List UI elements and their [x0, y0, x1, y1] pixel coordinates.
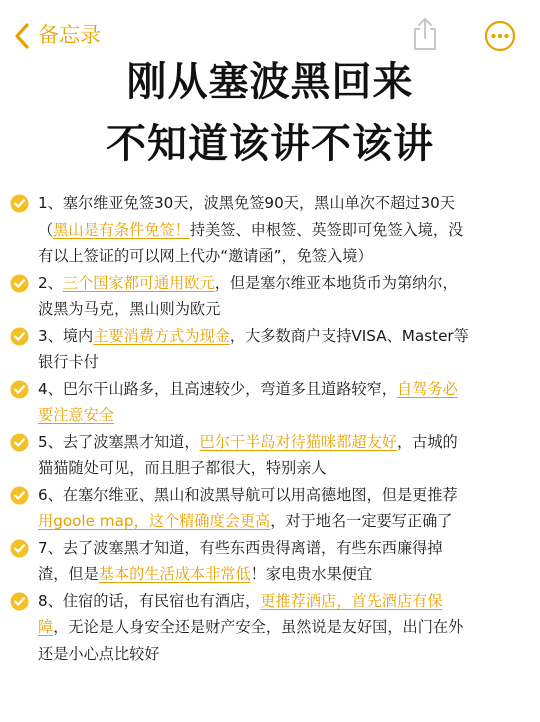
- tip-text: 4、巴尔干山路多，且高速较少，弯道多且道路较窄，: [38, 379, 397, 398]
- checkmark-circle-icon: [10, 274, 29, 293]
- tip-text: 渣，但是: [38, 565, 99, 583]
- tip-text: 有以上签证的可以网上代办“邀请函”，免签入境）: [38, 247, 373, 265]
- tip-line: [38, 508, 532, 535]
- tip-text: （: [38, 220, 54, 239]
- checkmark-circle-icon: [10, 486, 29, 505]
- tip-text: ，大多数商户支持VISA、Master等: [229, 326, 469, 345]
- tip-item: [8, 588, 532, 668]
- tip-line: [38, 535, 532, 562]
- tip-item: [8, 323, 532, 376]
- checkmark-circle-icon: [10, 327, 29, 346]
- tip-text: ，但是塞尔维亚本地货币为第纳尔，: [214, 273, 458, 292]
- note-title-line-1: 刚从塞波黑回来: [126, 59, 414, 105]
- tip-text: 2、: [38, 273, 63, 292]
- tip-text: ！家电贵水果便宜: [250, 565, 373, 583]
- tip-item: [8, 190, 532, 270]
- share-icon[interactable]: [411, 16, 439, 52]
- tip-item: [8, 535, 532, 588]
- tip-text: 持美签、申根签、英签即可免签入境，没: [189, 220, 464, 239]
- tip-line: [38, 588, 532, 615]
- more-options-icon[interactable]: [484, 20, 516, 52]
- tip-line: [38, 455, 532, 482]
- back-button-label[interactable]: 备忘录: [38, 23, 101, 47]
- highlighted-text: 更推荐酒店，首先酒店有保: [260, 591, 443, 610]
- tip-item: [8, 376, 532, 429]
- highlighted-text: 障: [38, 618, 54, 636]
- highlighted-text: 三个国家都可通用欧元: [62, 273, 215, 292]
- tip-text: 银行卡付: [38, 353, 99, 371]
- checkmark-circle-icon: [10, 539, 29, 558]
- tip-text: ，古城的: [396, 432, 458, 451]
- tip-line: [38, 217, 532, 244]
- tip-line: [38, 243, 532, 270]
- note-title-line-2: 不知道该讲不该讲: [106, 121, 434, 167]
- tip-line: [38, 296, 532, 323]
- tip-text: 5、去了波塞黑才知道，: [38, 432, 200, 451]
- tip-line: [38, 323, 532, 350]
- tip-line: [38, 190, 532, 217]
- tip-line: [38, 614, 532, 641]
- highlighted-text: 巴尔干半岛对待猫咪都超友好: [199, 432, 397, 451]
- tip-text: 波黑为马克，黑山则为欧元: [38, 300, 221, 318]
- tip-text: 7、去了波塞黑才知道，有些东西贵得离谱，有些东西廉得掉: [38, 538, 443, 557]
- tip-item: [8, 429, 532, 482]
- tip-line: [38, 429, 532, 456]
- tip-line: [38, 561, 532, 588]
- highlighted-text: 基本的生活成本非常低: [98, 565, 251, 583]
- highlighted-text: 要注意安全: [38, 406, 114, 424]
- tip-line: [38, 482, 532, 509]
- tip-line: [38, 641, 532, 668]
- tips-list: [8, 190, 532, 667]
- tip-item: [8, 482, 532, 535]
- tip-item: [8, 270, 532, 323]
- tip-line: [38, 270, 532, 297]
- tip-text: 6、在塞尔维亚、黑山和波黑导航可以用高德地图，但是更推荐: [38, 485, 458, 504]
- tip-line: [38, 402, 532, 429]
- tip-text: 3、境内: [38, 326, 94, 345]
- tip-text: 还是小心点比较好: [38, 644, 160, 663]
- highlighted-text: 主要消费方式为现金: [93, 326, 230, 345]
- tip-text: ，对于地名一定要写正确了: [270, 512, 453, 530]
- tip-text: ，无论是人身安全还是财产安全，虽然说是友好国，出门在外: [53, 618, 464, 636]
- highlighted-text: 自驾务必: [396, 379, 458, 398]
- tip-text: 1、塞尔维亚免签30天，波黑免签90天，黑山单次不超过30天: [38, 194, 455, 212]
- tip-text: 8、住宿的话，有民宿也有酒店，: [38, 591, 261, 610]
- checkmark-circle-icon: [10, 592, 29, 611]
- checkmark-circle-icon: [10, 194, 29, 213]
- tip-line: [38, 376, 532, 403]
- checkmark-circle-icon: [10, 433, 29, 452]
- chevron-left-icon[interactable]: [10, 20, 34, 52]
- tip-line: [38, 349, 532, 376]
- tip-text: 猫猫随处可见，而且胆子都很大，特别亲人: [38, 459, 327, 477]
- highlighted-text: 用goole map，这个精确度会更高: [38, 512, 271, 530]
- checkmark-circle-icon: [10, 380, 29, 399]
- highlighted-text: 黑山是有条件免签！: [53, 220, 190, 239]
